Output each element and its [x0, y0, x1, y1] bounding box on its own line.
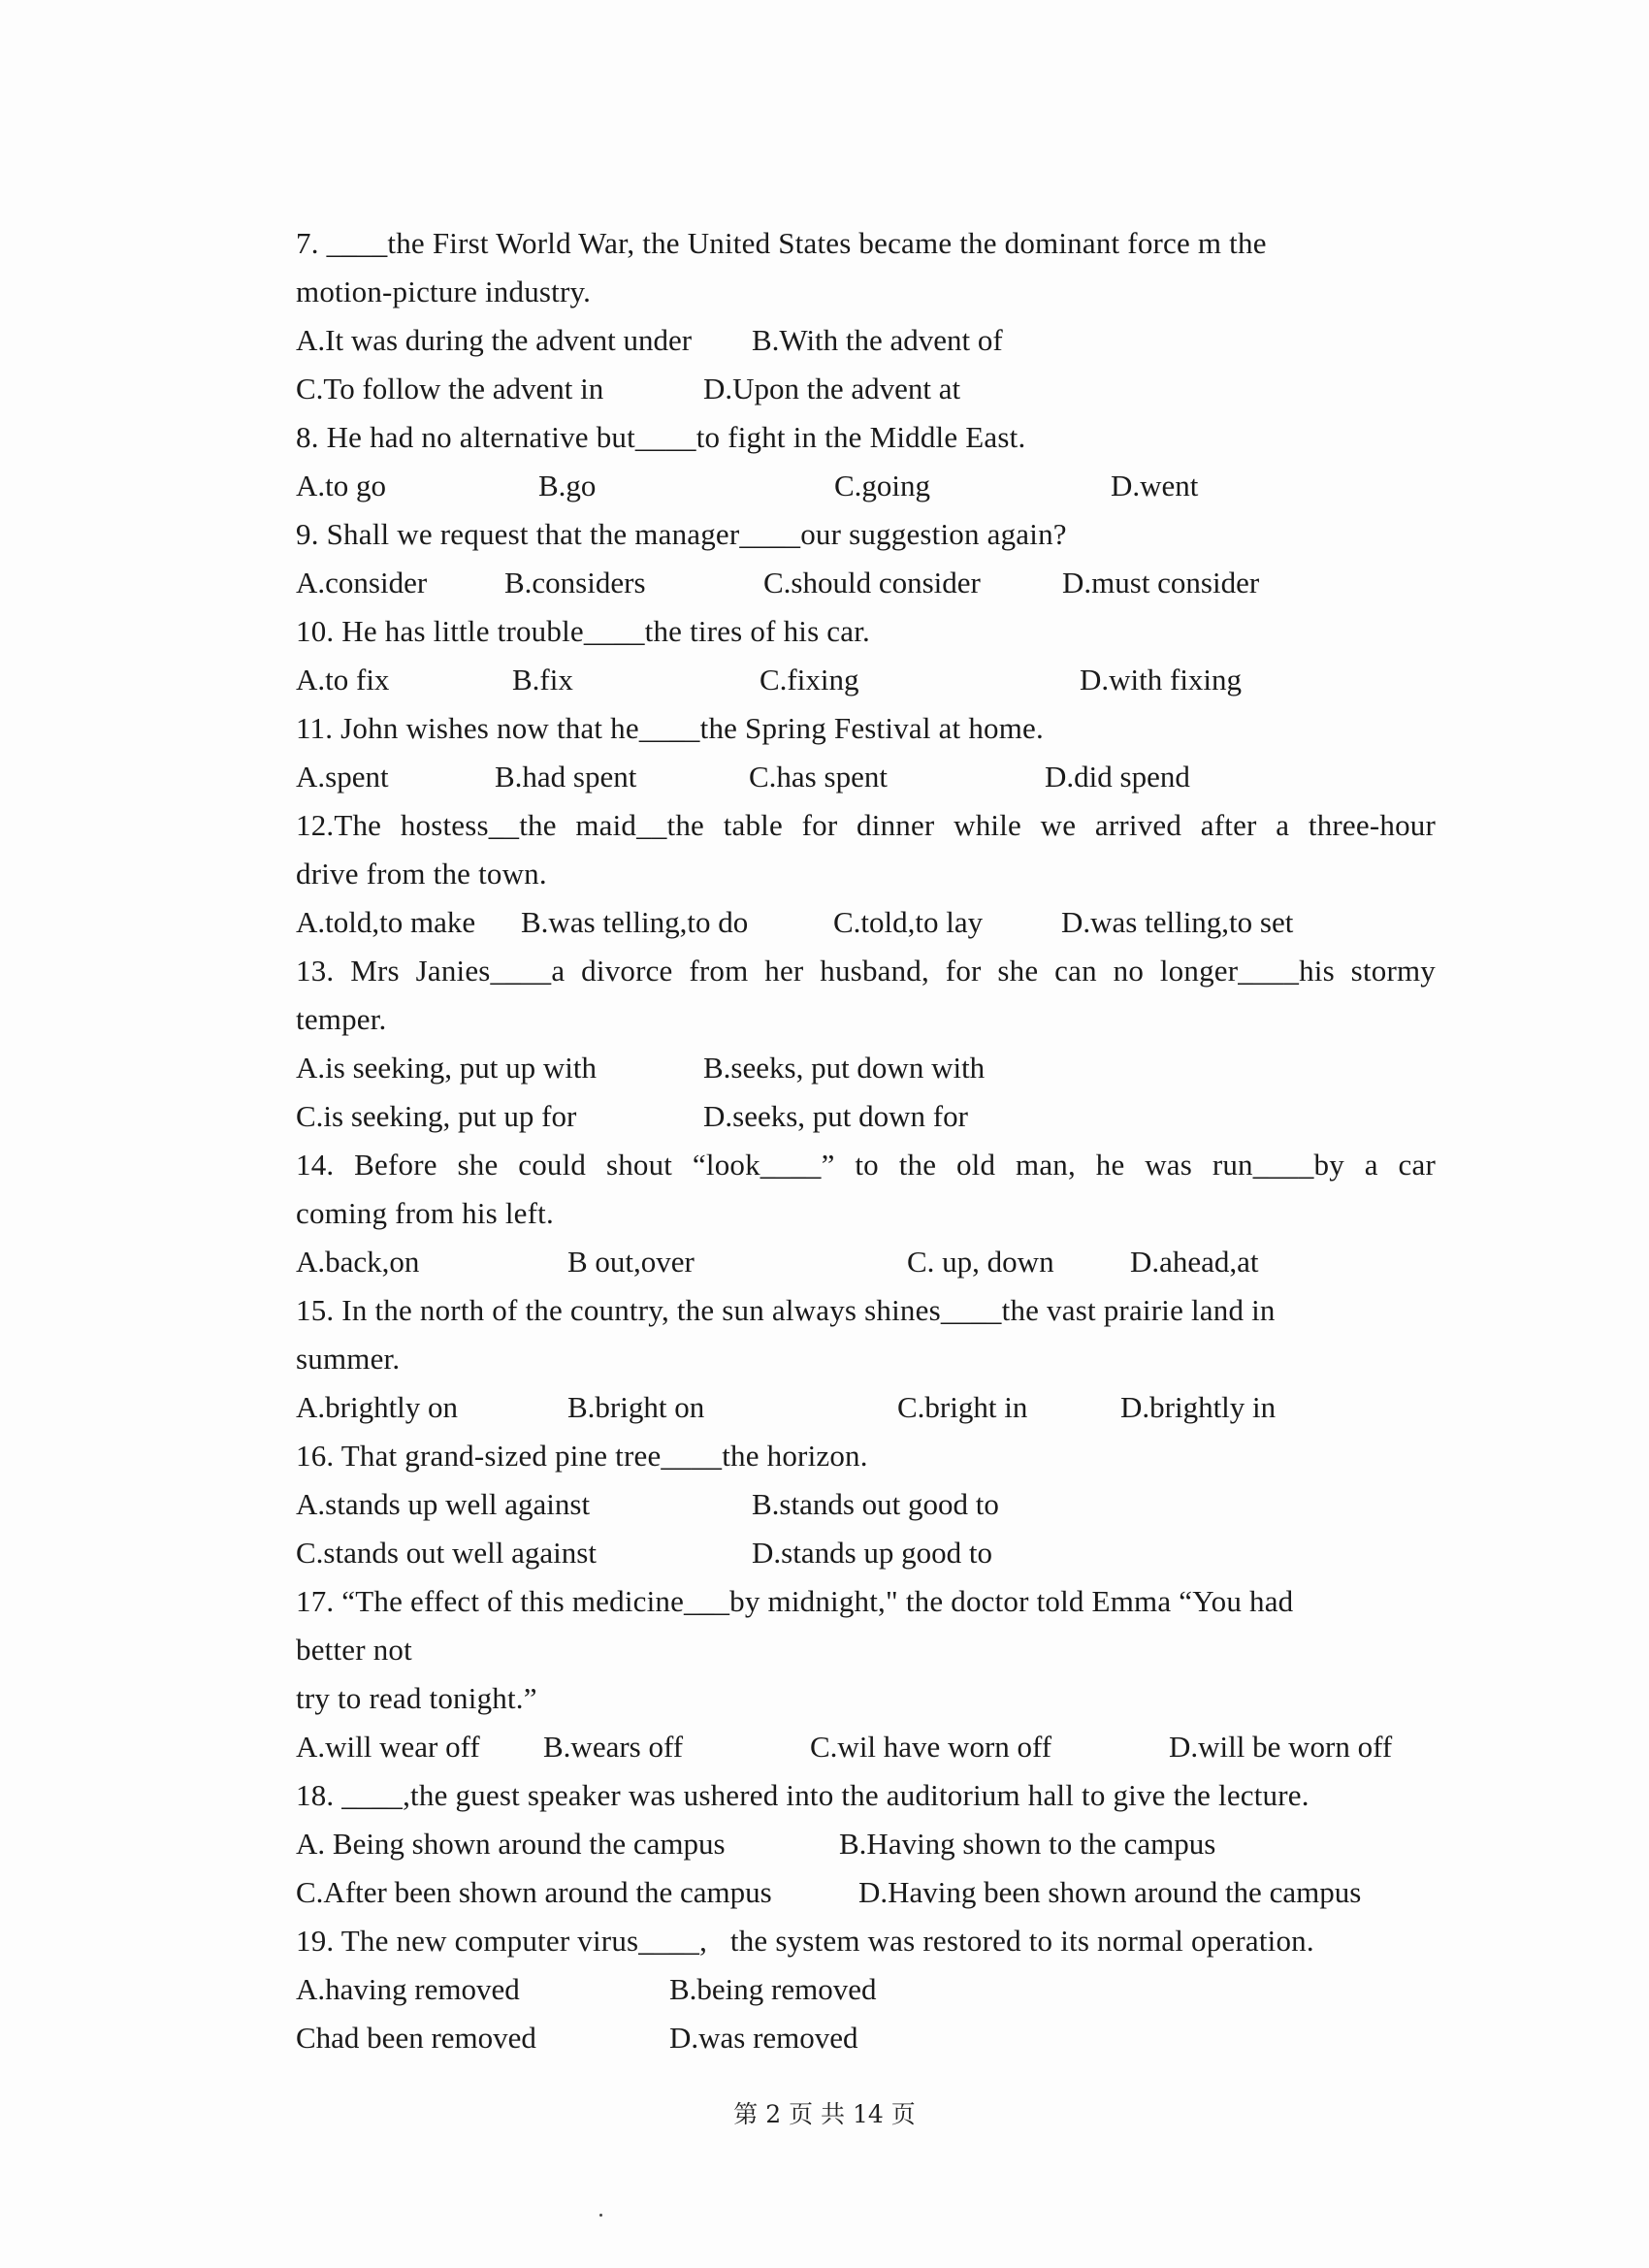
question-stem: 17. “The effect of this medicine___by midnight," the doctor told Emma “You had — [296, 1584, 1294, 1618]
option-row — [296, 2014, 1436, 2062]
option-a: A.to go — [296, 469, 386, 502]
question-stem: 14. Before she could shout “look____” to the old man, he was run____by a car — [296, 1148, 1436, 1182]
question-11 — [296, 704, 1436, 801]
question-8 — [296, 413, 1436, 510]
option-a: A.told,to make — [296, 905, 476, 939]
question-stem: 12.The hostess__the maid__the table for dinner while we arrived after a three-hour — [296, 808, 1436, 842]
question-stem: 13. Mrs Janies____a divorce from her husband, for she can no longer____his stormy — [296, 954, 1436, 988]
option-a: A.will wear off — [296, 1730, 480, 1764]
option-b: B.go — [538, 469, 597, 502]
question-9 — [296, 510, 1436, 607]
option-a: A.is seeking, put up with — [296, 1051, 597, 1085]
option-a: A.It was during the advent under — [296, 323, 693, 357]
option-d: D.did spend — [1045, 760, 1190, 794]
option-c: C.To follow the advent in — [296, 372, 604, 405]
option-d: D.brightly in — [1120, 1390, 1277, 1424]
option-c: C.should consider — [763, 566, 981, 599]
option-c: C.has spent — [749, 760, 888, 794]
option-b: B.had spent — [495, 760, 637, 794]
option-c: C.stands out well against — [296, 1536, 597, 1570]
question-stem: try to read tonight.” — [296, 1681, 537, 1715]
option-b: B.considers — [504, 566, 646, 599]
option-row — [296, 656, 1436, 704]
question-stem: coming from his left. — [296, 1196, 554, 1230]
question-7 — [296, 219, 1436, 413]
question-stem: 10. He has little trouble____the tires of his car. — [296, 614, 870, 648]
option-row — [296, 559, 1436, 607]
option-c: C.is seeking, put up for — [296, 1099, 577, 1133]
option-row — [296, 898, 1436, 947]
option-c: C.bright in — [897, 1390, 1028, 1424]
question-stem: 16. That grand-sized pine tree____the horizon. — [296, 1439, 868, 1473]
option-b: B.bright on — [567, 1390, 705, 1424]
option-c: Chad been removed — [296, 2021, 536, 2055]
question-stem: temper. — [296, 1002, 387, 1036]
option-d: D.with fixing — [1080, 663, 1243, 697]
question-list — [296, 219, 1436, 2062]
option-d: D.will be worn off — [1169, 1730, 1393, 1764]
option-d: D.stands up good to — [752, 1536, 992, 1570]
option-a: A.consider — [296, 566, 428, 599]
page-number-footer: 第 2 页 共 14 页 — [733, 2100, 916, 2128]
option-row — [296, 1868, 1436, 1917]
option-row — [296, 1238, 1436, 1286]
option-row — [296, 1723, 1436, 1771]
question-16 — [296, 1432, 1436, 1577]
option-b: B.was telling,to do — [521, 905, 749, 939]
option-row — [296, 365, 1436, 413]
option-b: B.Having shown to the campus — [839, 1827, 1216, 1861]
option-b: B.seeks, put down with — [703, 1051, 986, 1085]
option-a: A.to fix — [296, 663, 390, 697]
question-stem: 11. John wishes now that he____the Spring Festival at home. — [296, 711, 1044, 745]
option-a: A.stands up well against — [296, 1487, 591, 1521]
option-c: C.told,to lay — [833, 905, 984, 939]
option-a: A. Being shown around the campus — [296, 1827, 726, 1861]
option-a: A.having removed — [296, 1972, 520, 2006]
question-stem: 15. In the north of the country, the sun always shines____the vast prairie land in — [296, 1293, 1276, 1327]
option-a: A.brightly on — [296, 1390, 459, 1424]
option-b: B.being removed — [669, 1972, 877, 2006]
option-d: D.Upon the advent at — [703, 372, 961, 405]
option-d: D.was removed — [669, 2021, 858, 2055]
option-a: A.back,on — [296, 1245, 420, 1279]
question-stem: summer. — [296, 1342, 401, 1376]
question-stem: 8. He had no alternative but____to fight in the Middle East. — [296, 420, 1026, 454]
option-row — [296, 1480, 1436, 1529]
option-b: B.With the advent of — [752, 323, 1003, 357]
option-d: D.ahead,at — [1130, 1245, 1259, 1279]
option-d: D.Having been shown around the campus — [858, 1875, 1362, 1909]
option-row — [296, 1044, 1436, 1092]
option-c: C.fixing — [760, 663, 859, 697]
option-row — [296, 316, 1436, 365]
scan-speck — [599, 2214, 602, 2217]
question-stem: 9. Shall we request that the manager____our suggestion again? — [296, 517, 1067, 551]
question-19 — [296, 1917, 1436, 2062]
option-row — [296, 462, 1436, 510]
option-b: B.fix — [512, 663, 573, 697]
question-18 — [296, 1771, 1436, 1917]
question-stem: 18. ____,the guest speaker was ushered into the auditorium hall to give the lecture. — [296, 1778, 1310, 1812]
option-b: B.wears off — [543, 1730, 684, 1764]
option-b: B.stands out good to — [752, 1487, 999, 1521]
question-12 — [296, 801, 1436, 947]
option-a: A.spent — [296, 760, 389, 794]
option-c: C. up, down — [907, 1245, 1054, 1279]
option-d: D.went — [1111, 469, 1199, 502]
question-15 — [296, 1286, 1436, 1432]
option-d: D.was telling,to set — [1061, 905, 1294, 939]
question-stem: 19. The new computer virus____, the system was restored to its normal operation. — [296, 1924, 1314, 1958]
option-row — [296, 1529, 1436, 1577]
question-stem: motion-picture industry. — [296, 275, 592, 308]
question-10 — [296, 607, 1436, 704]
option-b: B out,over — [567, 1245, 695, 1279]
question-stem: 7. ____the First World War, the United States became the dominant force m the — [296, 226, 1267, 260]
question-13 — [296, 947, 1436, 1141]
question-14 — [296, 1141, 1436, 1286]
option-c: C.After been shown around the campus — [296, 1875, 772, 1909]
option-row — [296, 1820, 1436, 1868]
question-stem: better not — [296, 1633, 412, 1667]
option-d: D.seeks, put down for — [703, 1099, 968, 1133]
question-17 — [296, 1577, 1436, 1771]
question-stem: drive from the town. — [296, 857, 547, 891]
option-row — [296, 1383, 1436, 1432]
option-d: D.must consider — [1062, 566, 1260, 599]
option-c: C.going — [834, 469, 931, 502]
option-row — [296, 1965, 1436, 2014]
option-row — [296, 753, 1436, 801]
option-c: C.wil have worn off — [810, 1730, 1052, 1764]
option-row — [296, 1092, 1436, 1141]
